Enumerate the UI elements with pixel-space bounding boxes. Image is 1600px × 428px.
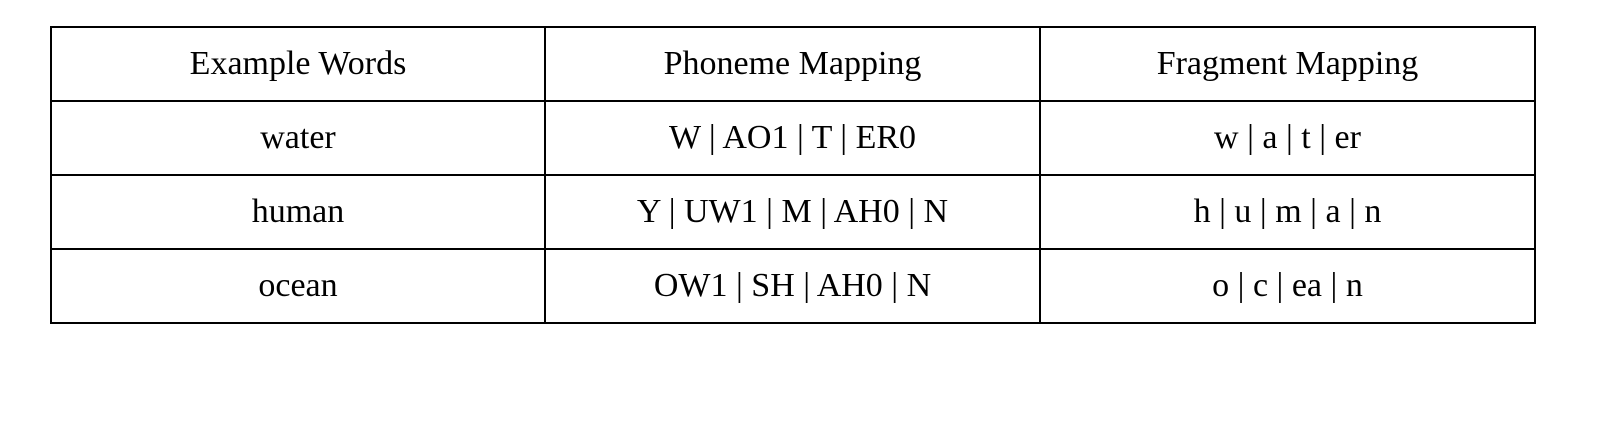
cell-fragment: h | u | m | a | n (1040, 175, 1535, 249)
header-fragment-mapping: Fragment Mapping (1040, 27, 1535, 101)
table-header-row (51, 27, 1535, 101)
header-example-words: Example Words (51, 27, 545, 101)
header-phoneme-mapping: Phoneme Mapping (545, 27, 1040, 101)
cell-phoneme: Y | UW1 | M | AH0 | N (545, 175, 1040, 249)
mapping-table-container (50, 26, 1534, 324)
table-row (51, 175, 1535, 249)
cell-fragment: w | a | t | er (1040, 101, 1535, 175)
cell-word: ocean (51, 249, 545, 323)
cell-phoneme: OW1 | SH | AH0 | N (545, 249, 1040, 323)
table-row (51, 101, 1535, 175)
phoneme-fragment-table (50, 26, 1536, 324)
cell-word: human (51, 175, 545, 249)
table-row (51, 249, 1535, 323)
cell-fragment: o | c | ea | n (1040, 249, 1535, 323)
cell-phoneme: W | AO1 | T | ER0 (545, 101, 1040, 175)
cell-word: water (51, 101, 545, 175)
